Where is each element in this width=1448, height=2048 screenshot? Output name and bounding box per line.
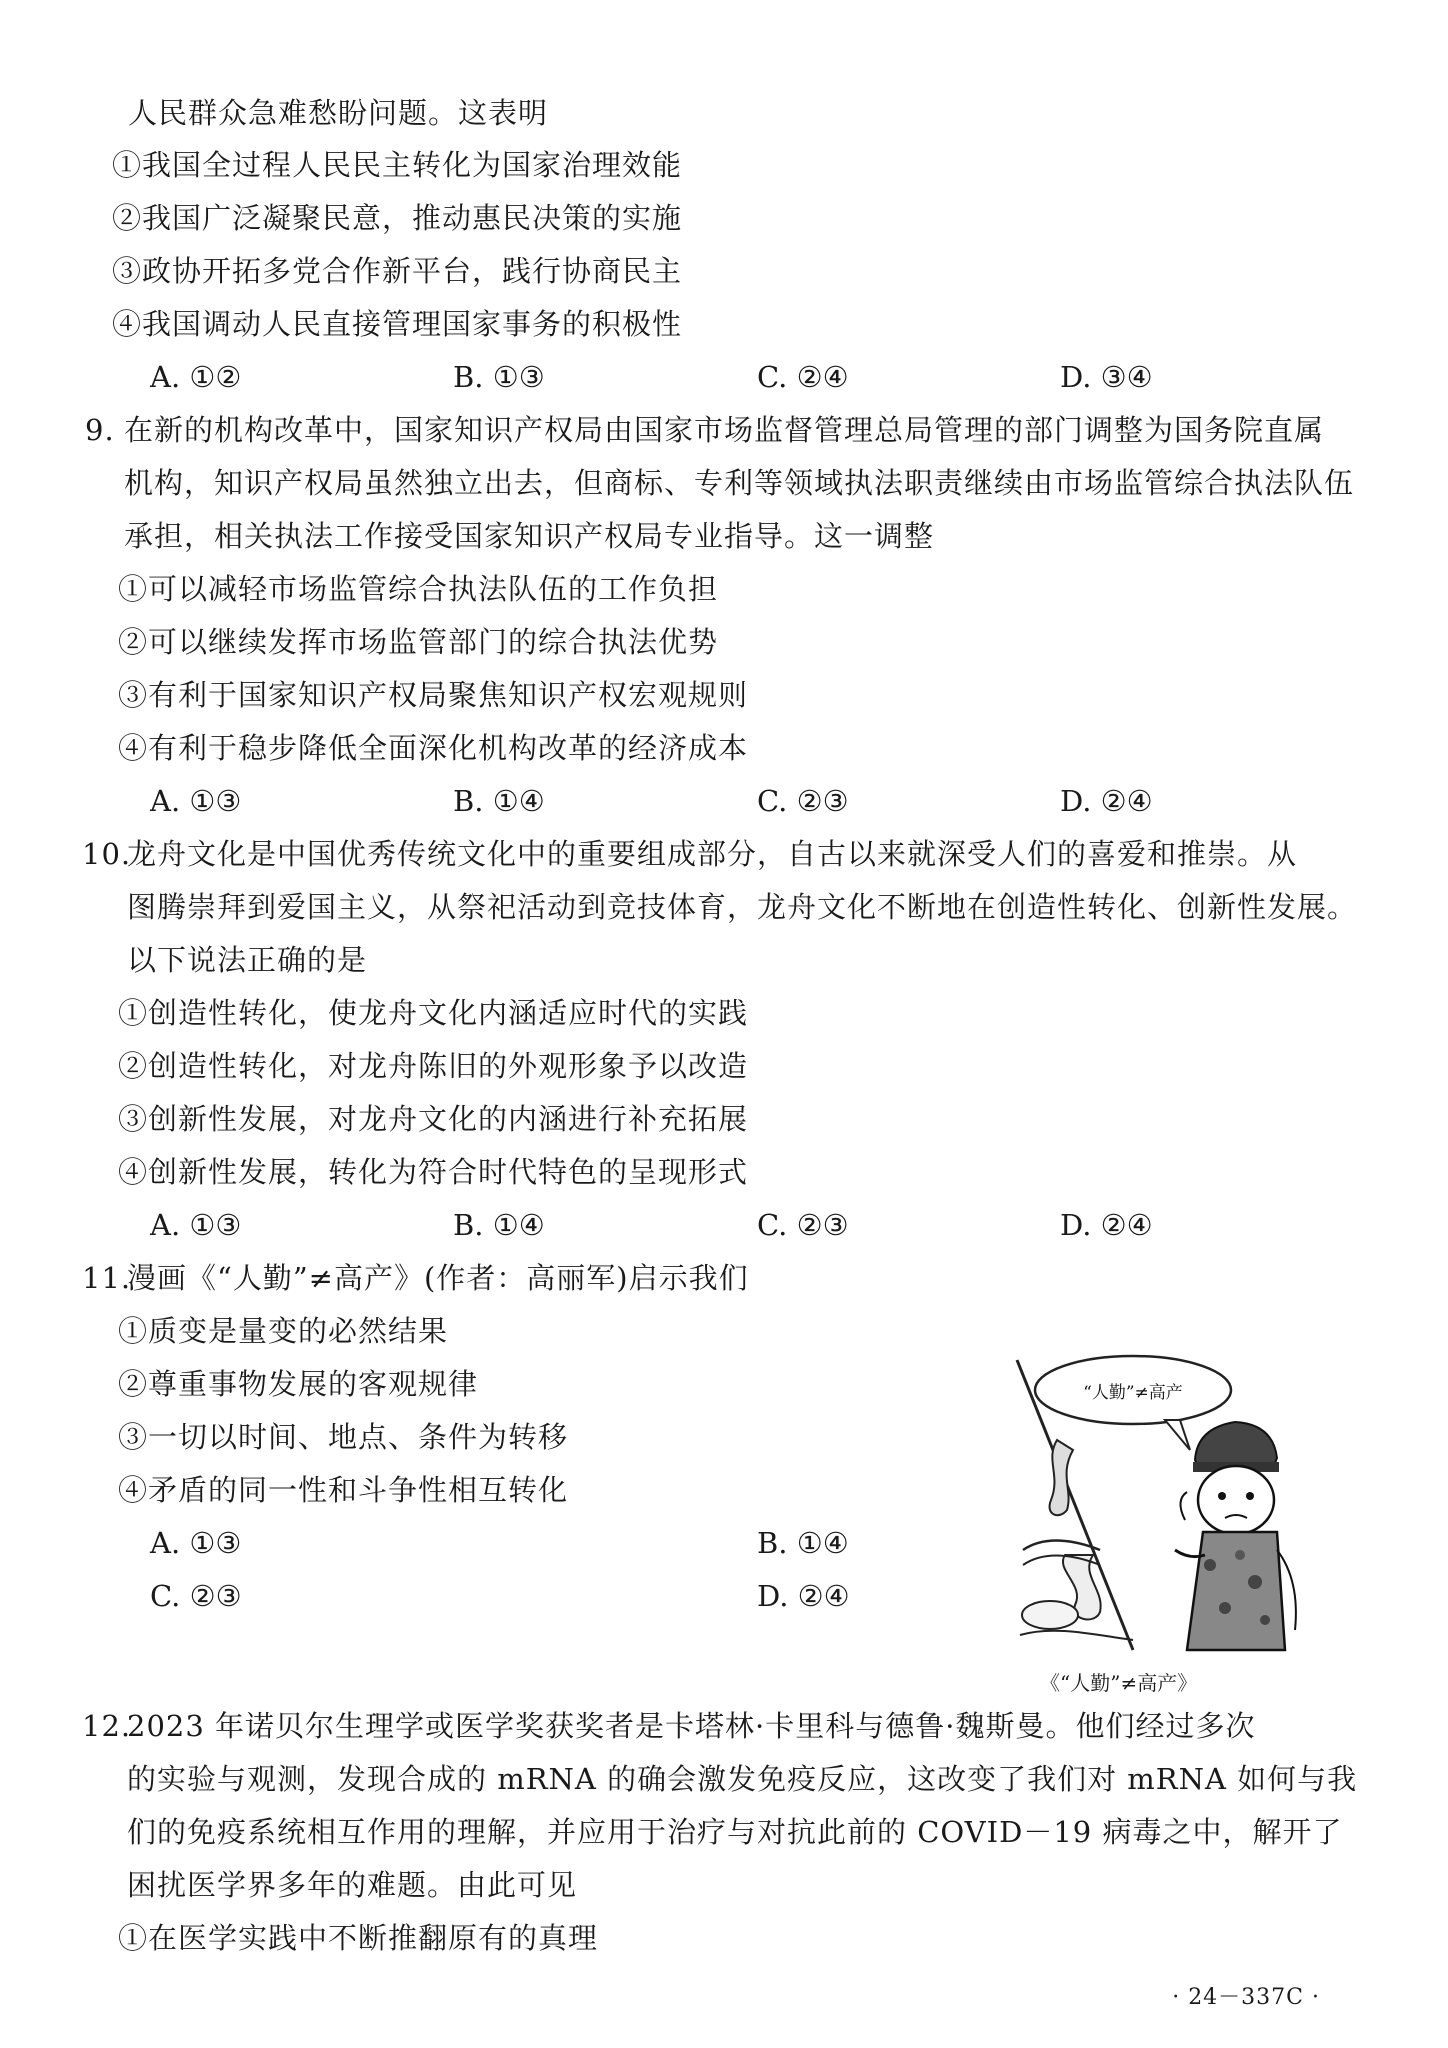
soldier-body: [1187, 1532, 1285, 1650]
q11-option-a: A. ①③: [150, 1526, 242, 1560]
q11-option-d: D. ②④: [757, 1579, 850, 1613]
page-footer-code: · 24－337C ·: [1172, 1985, 1320, 2010]
q9-statement-1: ①可以减轻市场监管综合执法队伍的工作负担: [118, 572, 719, 606]
q8-statement-3: ③政协开拓多党合作新平台，践行协商民主: [112, 254, 683, 288]
q8-statement-1: ①我国全过程人民民主转化为国家治理效能: [112, 148, 683, 182]
q10-option-a: A. ①③: [150, 1208, 242, 1242]
q11-stem: 漫画《“人勤”≠高产》(作者：高丽军)启示我们: [127, 1261, 749, 1295]
cartoon-caption: 《“人勤”≠高产》: [1040, 1671, 1198, 1695]
q10-option-d: D. ②④: [1060, 1208, 1153, 1242]
q12-statement-1: ①在医学实践中不断推翻原有的真理: [118, 1921, 599, 1955]
cartoon-illustration: [1015, 1350, 1325, 1660]
q11-statement-1: ①质变是量变的必然结果: [118, 1314, 449, 1348]
q10-option-c: C. ②③: [757, 1208, 849, 1242]
q9-stem-line-3: 承担，相关执法工作接受国家知识产权局专业指导。这一调整: [124, 519, 935, 553]
q12-stem-line-2: 的实验与观测，发现合成的 mRNA 的确会激发免疫反应，这改变了我们对 mRNA 如何与我: [127, 1762, 1358, 1796]
q11-statement-3: ③一切以时间、地点、条件为转移: [118, 1420, 569, 1454]
q10-stem-line-2: 图腾崇拜到爱国主义，从祭祀活动到竞技体育，龙舟文化不断地在创造性转化、创新性发展。: [127, 890, 1358, 924]
q9-statement-4: ④有利于稳步降低全面深化机构改革的经济成本: [118, 731, 749, 765]
q9-statement-3: ③有利于国家知识产权局聚焦知识产权宏观规则: [118, 678, 749, 712]
q8-stem-tail: 人民群众急难愁盼问题。这表明: [128, 96, 549, 130]
q9-stem-line-1: 在新的机构改革中，国家知识产权局由国家市场监督管理总局管理的部门调整为国务院直属: [124, 413, 1325, 447]
q9-option-c: C. ②③: [757, 784, 849, 818]
speech-bubble-text: “人勤”≠高产: [1083, 1383, 1183, 1403]
q8-option-b: B. ①③: [453, 360, 545, 394]
q12-number: 12.: [82, 1709, 132, 1743]
q11-option-b: B. ①④: [757, 1526, 849, 1560]
q8-option-d: D. ③④: [1060, 360, 1153, 394]
soldier-cap: [1195, 1422, 1277, 1468]
q10-stem-line-1: 龙舟文化是中国优秀传统文化中的重要组成部分，自古以来就深受人们的喜爱和推崇。从: [127, 837, 1298, 871]
q10-statement-1: ①创造性转化，使龙舟文化内涵适应时代的实践: [118, 996, 749, 1030]
q11-option-c: C. ②③: [150, 1579, 242, 1613]
q9-stem-line-2: 机构，知识产权局虽然独立出去，但商标、专利等领域执法职责继续由市场监管综合执法队伍: [124, 466, 1355, 500]
q11-statement-2: ②尊重事物发展的客观规律: [118, 1367, 479, 1401]
q11-statement-4: ④矛盾的同一性和斗争性相互转化: [118, 1473, 569, 1507]
q12-stem-line-4: 困扰医学界多年的难题。由此可见: [127, 1868, 578, 1902]
q9-statement-2: ②可以继续发挥市场监管部门的综合执法优势: [118, 625, 719, 659]
q9-option-d: D. ②④: [1060, 784, 1153, 818]
q8-option-a: A. ①②: [150, 360, 242, 394]
soldier-face: [1198, 1466, 1274, 1534]
q12-stem-line-1: 2023 年诺贝尔生理学或医学奖获奖者是卡塔林·卡里科与德鲁·魏斯曼。他们经过多次: [127, 1709, 1256, 1743]
q10-statement-3: ③创新性发展，对龙舟文化的内涵进行补充拓展: [118, 1102, 749, 1136]
q11-number: 11.: [82, 1261, 132, 1295]
q10-statement-4: ④创新性发展，转化为符合时代特色的呈现形式: [118, 1155, 749, 1189]
q9-option-b: B. ①④: [453, 784, 545, 818]
q10-stem-line-3: 以下说法正确的是: [127, 943, 368, 977]
q12-stem-line-3: 们的免疫系统相互作用的理解，并应用于治疗与对抗此前的 COVID－19 病毒之中，解开了: [127, 1815, 1343, 1849]
q10-option-b: B. ①④: [453, 1208, 545, 1242]
q9-number: 9.: [85, 413, 115, 447]
q10-number: 10.: [82, 837, 132, 871]
q8-statement-4: ④我国调动人民直接管理国家事务的积极性: [112, 307, 683, 341]
q10-statement-2: ②创造性转化，对龙舟陈旧的外观形象予以改造: [118, 1049, 749, 1083]
q8-option-c: C. ②④: [757, 360, 849, 394]
q9-option-a: A. ①③: [150, 784, 242, 818]
q8-statement-2: ②我国广泛凝聚民意，推动惠民决策的实施: [112, 201, 683, 235]
